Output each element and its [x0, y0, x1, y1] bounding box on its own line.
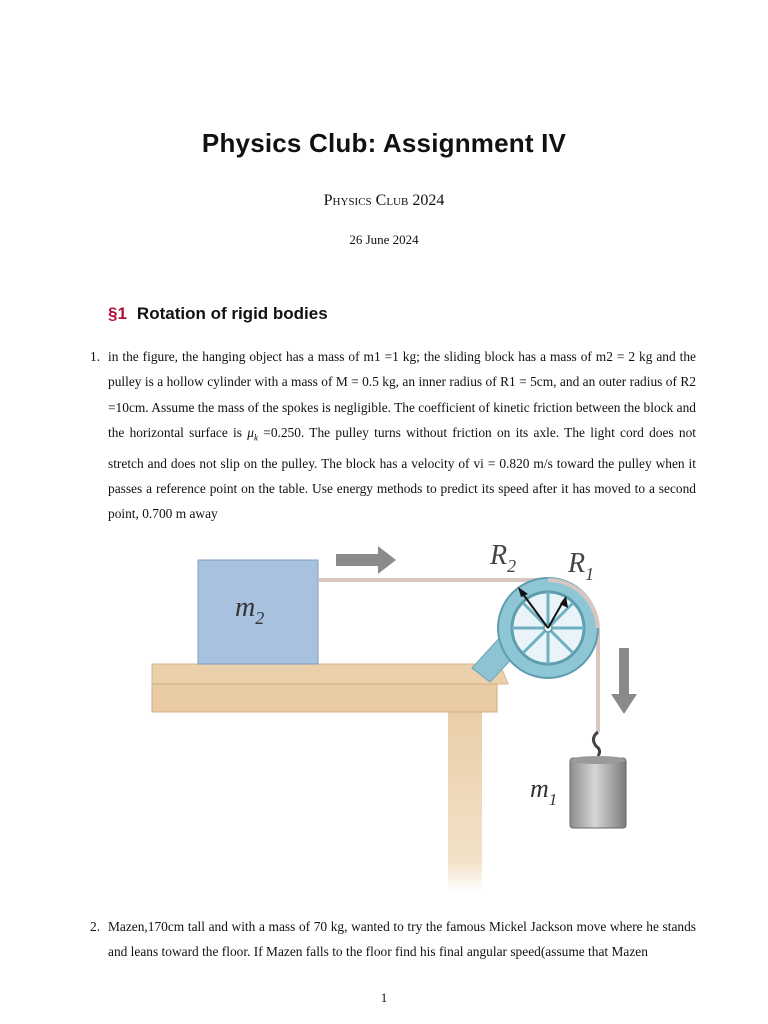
section-number: §1: [108, 304, 127, 323]
table-top: [152, 664, 508, 684]
velocity-arrow: [336, 546, 396, 574]
table-edge: [152, 684, 497, 712]
mu-k-symbol: [247, 424, 258, 443]
weight-hook: [593, 732, 599, 756]
downward-arrow: [611, 648, 637, 714]
author: Physics Club 2024: [323, 192, 445, 209]
problem-text-part-b: =0.250. The pulley turns without friction on its axle. The light cord does not stretch and does not slip on the pulley. The block has a velocity of vi = 0.820 m/s toward the pulley when it passes a reference point on the table. Use energy methods to predict its speed after it has moved to a second point, 0.700 m away: [108, 424, 697, 522]
weight-m1: [570, 758, 626, 828]
mu-subscript: k: [254, 432, 258, 443]
table-leg: [448, 692, 482, 892]
problem-text-part-a: in the figure, the hanging object has a mass of m1 =1 kg; the sliding block has a mass of m2 = 2 kg and the pulley is a hollow cylinder with a mass of M = 0.5 kg, an inner radius of R1 = 5cm, and an outer radius of R2 =10cm. Assume the mass of the spokes is negligible. The coefficient of kinetic friction between the block and the horizontal surface is: [108, 349, 696, 440]
weight-top: [570, 756, 626, 764]
date: 26 June 2024: [349, 232, 419, 247]
problem-number: 1.: [90, 349, 101, 364]
page-title: Physics Club: Assignment IV: [201, 128, 567, 158]
label-r2: $R_2$: [490, 540, 517, 576]
problem-1: [88, 344, 696, 527]
section-heading: [108, 304, 328, 324]
pulley-figure: [140, 532, 640, 892]
problem-text: Mazen,170cm tall and with a mass of 70 kg, wanted to try the famous Mickel Jackson move where he stands and leans toward the floor. If Mazen falls to the floor find his final angular speed(assume that Mazen: [108, 919, 696, 960]
label-r1: $R_1$: [568, 548, 595, 584]
problem-text: [108, 344, 696, 527]
section-title: Rotation of rigid bodies: [136, 304, 328, 323]
page-number: 1: [380, 990, 388, 1005]
mu-symbol: μ: [247, 424, 254, 440]
label-m2: $m_2$: [235, 592, 265, 628]
problem-number: 2.: [90, 919, 101, 934]
label-m1: $m_1$: [530, 774, 558, 809]
problem-2: [88, 914, 696, 965]
